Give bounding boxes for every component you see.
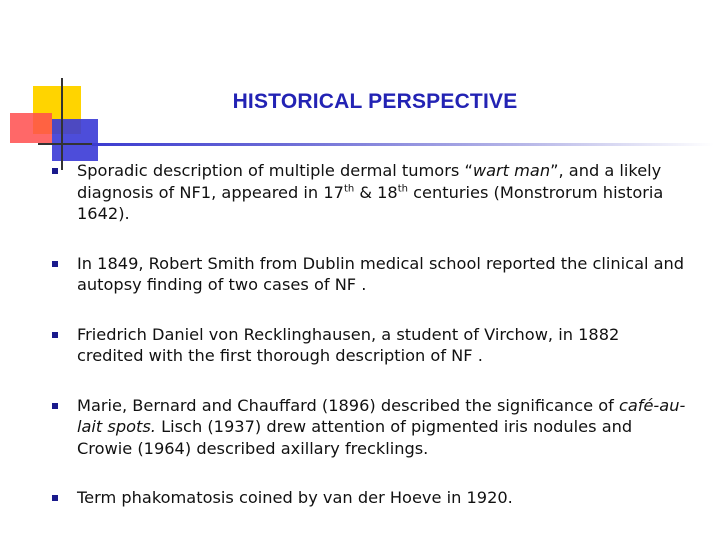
title-underline-rule [92, 143, 714, 146]
bullet-item [48, 487, 688, 509]
decor-vertical-line [61, 78, 63, 170]
bullet-item [48, 395, 688, 460]
superscript: th [397, 183, 408, 195]
bullet-text: Marie, Bernard and Chauffard (1896) described the significance of café-au-lait spots. Lisch (1937) drew attention of pigmented iris nodules and Crowie (1964) described axillary frecklings. [77, 395, 686, 458]
square-bullet-icon [52, 495, 58, 501]
decor-horizontal-line [38, 143, 100, 145]
square-bullet-icon [52, 168, 58, 174]
square-bullet-icon [52, 403, 58, 409]
superscript: th [343, 183, 355, 195]
square-bullet-icon [52, 332, 58, 338]
bullet-text: In 1849, Robert Smith from Dublin medical school reported the clinical and autopsy finding of two cases of NF . [77, 253, 685, 294]
bullet-item [48, 160, 688, 225]
decor-blue-square [52, 119, 98, 161]
bullet-list [48, 160, 688, 509]
bullet-item [48, 253, 688, 296]
italic-term: café-au-lait spots. [77, 395, 686, 436]
bullet-text: Friedrich Daniel von Recklinghausen, a student of Virchow, in 1882 credited with the first thorough description of NF . [77, 324, 620, 365]
slide-title: HISTORICAL PERSPECTIVE [232, 90, 518, 113]
bullet-text: Term phakomatosis coined by van der Hoeve in 1920. [77, 488, 513, 507]
decor-red-square [10, 113, 52, 143]
square-bullet-icon [52, 261, 58, 267]
bullet-text: Sporadic description of multiple dermal tumors “wart man”, and a likely diagnosis of NF1, appeared in 17th & 18th centuries (Monstrorum historia 1642). [77, 161, 664, 223]
italic-term: wart man [472, 161, 551, 180]
bullet-item [48, 324, 688, 367]
